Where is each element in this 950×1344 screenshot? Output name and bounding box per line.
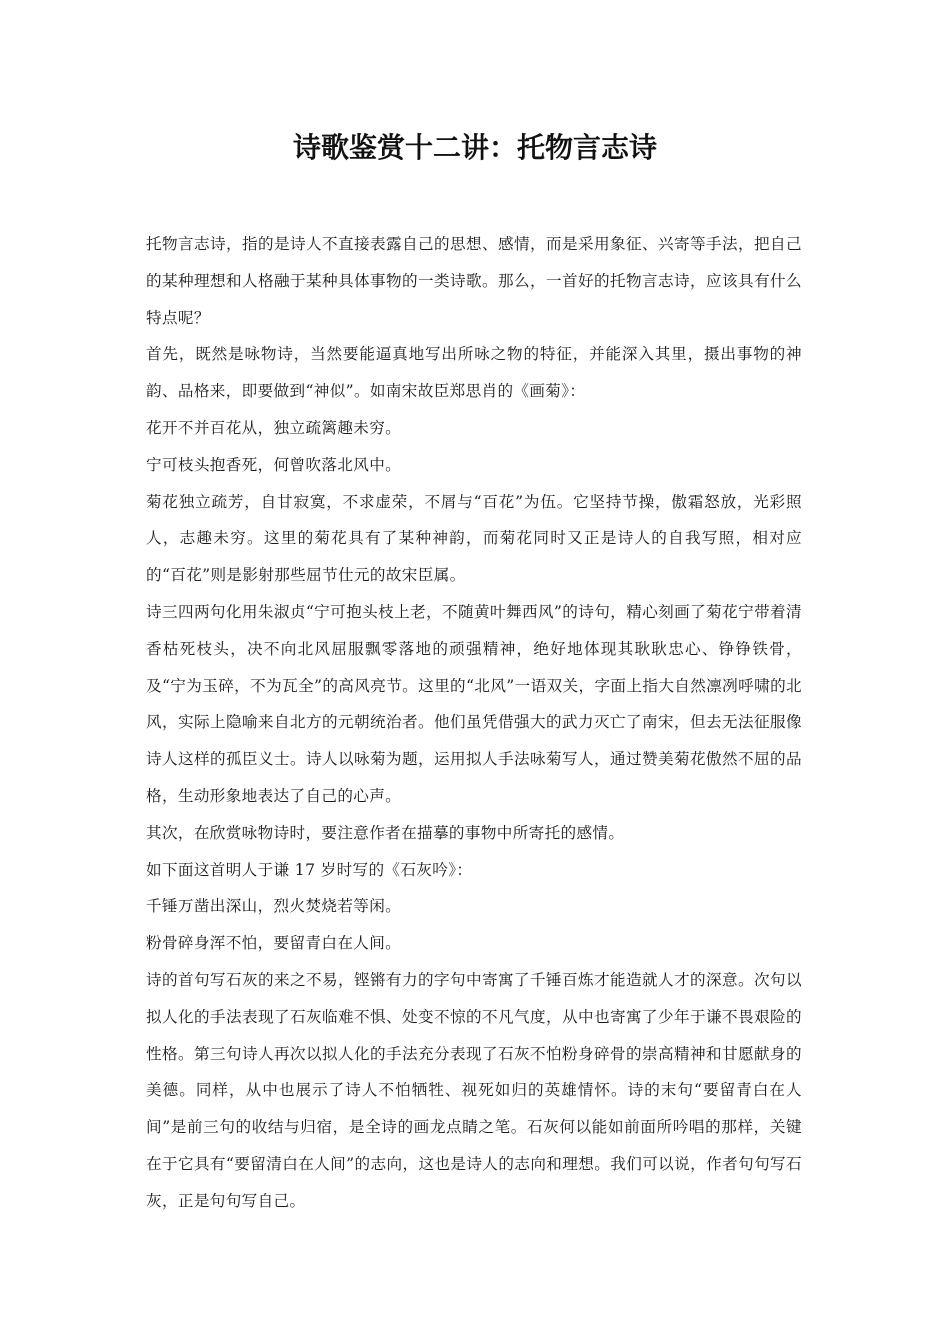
poem-line: 千锤万凿出深山，烈火焚烧若等闲。 [146, 897, 402, 916]
paragraph-second-point: 其次，在欣赏咏物诗时，要注意作者在描摹的事物中所寄托的感情。 [146, 823, 625, 842]
paragraph-analysis: 诗三四两句化用朱淑贞“宁可抱头枝上老，不随黄叶舞西风”的诗句，精心刻画了菊花宁带着清香枯死枝头，决不向北风屈服飘零落地的顽强精神，绝好地体现其耿耿忠心、铮铮铁骨，及“宁为玉碎，不为瓦全”的高风亮节。这里的“北风”一语双关，字面上指大自然凛冽呼啸的北风，实际上隐喻来自北方的元朝统治者。他们虽凭借强大的武力灭亡了南宋，但去无法征服像诗人这样的孤臣义士。诗人以咏菊为题，运用拟人手法咏菊写人，通过赞美菊花傲然不屈的品格，生动形象地表达了自己的心声。 [146, 602, 802, 805]
paragraph-first-point: 首先，既然是咏物诗，当然要能逼真地写出所咏之物的特征，并能深入其里，摄出事物的神韵、品格来，即要做到“神似”。如南宋故臣郑思肖的《画菊》： [146, 345, 802, 401]
poem-line: 宁可枝头抱香死，何曾吹落北风中。 [146, 455, 402, 474]
paragraph-example-intro: 如下面这首明人于谦 17 岁时写的《石灰吟》： [146, 860, 473, 879]
poem-line: 花开不并百花从，独立疏篱趣未穷。 [146, 418, 402, 437]
document-title: 诗歌鉴赏十二讲：托物言志诗 [292, 131, 657, 164]
paragraph-analysis: 菊花独立疏芳，自甘寂寞，不求虚荣，不屑与“百花”为伍。它坚持节操，傲霜怒放，光彩照人，志趣未穷。这里的菊花具有了某种神韵，而菊花同时又正是诗人的自我写照，相对应的“百花”则是影射那些屈节仕元的故宋臣属。 [146, 492, 802, 585]
poem-line: 粉骨碎身浑不怕，要留青白在人间。 [146, 934, 402, 953]
document-body [146, 226, 802, 1220]
paragraph-analysis: 诗的首句写石灰的来之不易，铿锵有力的字句中寄寓了千锤百炼才能造就人才的深意。次句以拟人化的手法表现了石灰临难不惧、处变不惊的不凡气度，从中也寄寓了少年于谦不畏艰险的性格。第三句诗人再次以拟人化的手法充分表现了石灰不怕粉身碎骨的崇高精神和甘愿献身的美德。同样，从中也展示了诗人不怕牺牲、视死如归的英雄情怀。诗的末句“要留青白在人间”是前三句的收结与归宿，是全诗的画龙点睛之笔。石灰何以能如前面所吟唱的那样，关键在于它具有“要留清白在人间”的志向，这也是诗人的志向和理想。我们可以说，作者句句写石灰，正是句句写自己。 [146, 970, 802, 1210]
paragraph-intro: 托物言志诗，指的是诗人不直接表露自己的思想、感情，而是采用象征、兴寄等手法，把自己的某种理想和人格融于某种具体事物的一类诗歌。那么，一首好的托物言志诗，应该具有什么特点呢？ [146, 235, 802, 327]
